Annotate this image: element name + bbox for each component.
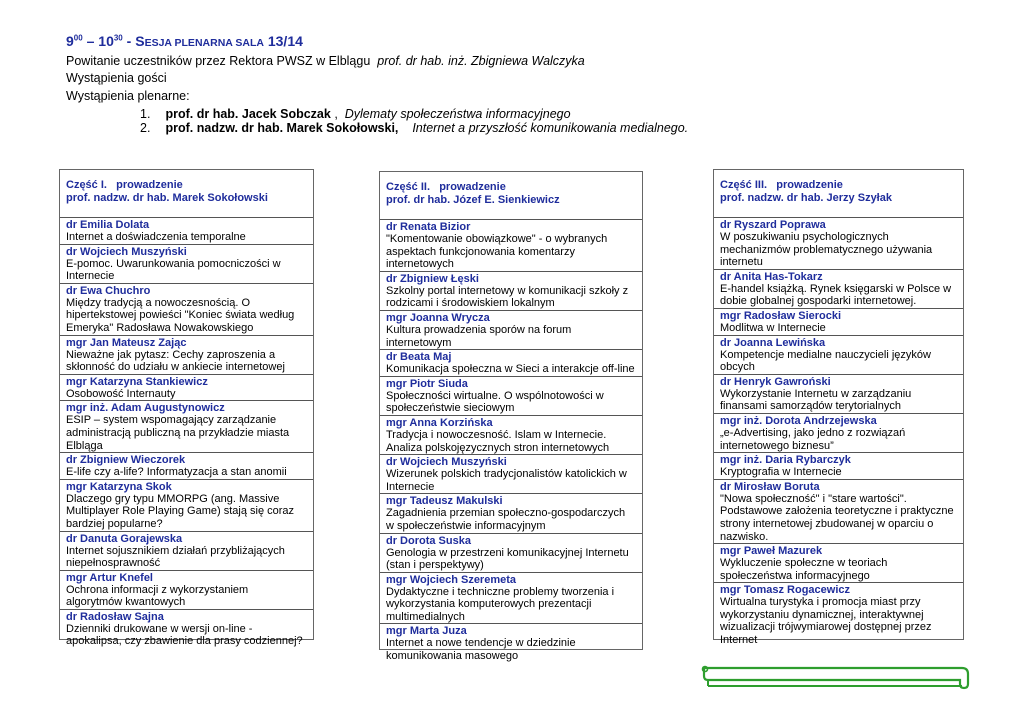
talk-title: Kryptografia w Internecie xyxy=(720,466,842,479)
program-entry xyxy=(714,452,963,479)
speaker-name: mgr Katarzyna Skok xyxy=(66,480,172,493)
talk-title: Wykorzystanie Internetu w zarządzaniu finansami samorządów terytorialnych xyxy=(720,387,912,413)
speaker-name: dr Danuta Gorajewska xyxy=(66,532,183,545)
part-column xyxy=(379,171,643,663)
speaker-name: mgr Tadeusz Makulski xyxy=(386,495,503,508)
program-entry xyxy=(380,271,642,310)
speaker-name: mgr Radosław Sierocki xyxy=(720,309,842,322)
speaker-name: dr Joanna Lewińska xyxy=(720,336,826,349)
program-entry xyxy=(714,308,963,335)
program-entry xyxy=(380,533,642,572)
talk-title: Modlitwa w Internecie xyxy=(720,321,826,334)
speaker-name: dr Zbigniew Łęski xyxy=(386,272,479,285)
speaker-name: mgr Joanna Wrycza xyxy=(386,311,490,324)
plenary-heading: Wystąpienia plenarne: xyxy=(66,89,190,103)
speaker-name: mgr Jan Mateusz Zając xyxy=(66,336,187,349)
talk-title: Społeczności wirtualne. O wspólnotowości w społeczeństwie sieciowym xyxy=(386,389,604,415)
talk-title: "Komentowanie obowiązkowe" - o wybranych aspektach funkcjonowania komentarzy internetowych xyxy=(386,233,608,271)
part-header: Część III. prowadzenie prof. nadzw. dr hab. Jerzy Szyłak xyxy=(720,179,892,204)
speaker-name: mgr inż. Daria Rybarczyk xyxy=(720,454,851,467)
speaker-name: dr Ryszard Poprawa xyxy=(720,219,826,231)
part-column xyxy=(59,169,314,648)
program-entry xyxy=(714,582,963,646)
speaker-name: mgr Tomasz Rogacewicz xyxy=(720,584,850,597)
speaker-name: mgr Marta Juza xyxy=(386,625,467,638)
program-entry xyxy=(60,479,313,531)
talk-title: Zagadnienia przemian społeczno-gospodarczych w społeczeństwie informacyjnym xyxy=(386,507,626,532)
speaker-name: dr Beata Maj xyxy=(386,351,452,364)
program-entry xyxy=(714,269,963,308)
speaker-name: dr Radosław Sajna xyxy=(66,610,164,623)
program-entry xyxy=(380,376,642,415)
plenary-talk: 1. prof. dr hab. Jacek Sobczak , Dylematy społeczeństwa informacyjnego xyxy=(140,107,571,121)
speaker-name: dr Henryk Gawroński xyxy=(720,375,831,388)
talk-title: Komunikacja społeczna w Sieci a interakcje off-line xyxy=(386,363,635,376)
speaker-name: mgr Wojciech Szeremeta xyxy=(386,573,517,586)
program-entry xyxy=(60,217,313,244)
speaker-name: dr Ewa Chuchro xyxy=(66,284,151,297)
program-entry xyxy=(60,283,313,335)
talk-title: Genologia w przestrzeni komunikacyjnej Internetu (stan i perspektywy) xyxy=(386,546,629,572)
program-entry xyxy=(380,219,642,271)
talk-title: Wirtualna turystyka i promocja miast przy wykorzystaniu dynamicznej, interaktywnej wizualizacji trójwymiarowej dostępnej przez Internet xyxy=(720,596,932,647)
speaker-name: mgr Katarzyna Stankiewicz xyxy=(66,375,208,388)
talk-title: Tradycja i nowoczesność. Islam w Internecie. Analiza polskojęzycznych stron internetowych xyxy=(386,428,610,454)
speaker-name: mgr Artur Knefel xyxy=(66,571,153,584)
talk-title: Internet a nowe tendencje w dziedzinie komunikowania masowego xyxy=(386,637,576,663)
program-entry xyxy=(714,335,963,374)
program-entry xyxy=(60,570,313,609)
talk-title: Wykluczenie społeczne w teoriach społeczeństwa informacyjnego xyxy=(720,557,888,582)
speaker-name: dr Zbigniew Wieczorek xyxy=(66,454,186,467)
part-header: Część I. prowadzenie prof. nadzw. dr hab. Marek Sokołowski xyxy=(66,179,268,204)
speaker-name: dr Wojciech Muszyński xyxy=(386,456,507,469)
talk-title: E-pomoc. Uwarunkowania pomocniczości w Internecie xyxy=(66,257,281,283)
program-entry xyxy=(380,454,642,493)
part-column xyxy=(713,169,964,647)
talk-title: Między tradycją a nowoczesnością. O hipertekstowej powieści "Koniec świata według Emeryka" Radosława Nowakowskiego xyxy=(66,296,295,334)
program-entry xyxy=(60,452,313,479)
program-entry xyxy=(60,400,313,452)
entry-list xyxy=(714,217,963,647)
talk-title: Internet sojusznikiem działań przybliżających niepełnosprawność xyxy=(66,544,285,570)
program-entry xyxy=(380,623,642,662)
speaker-name: mgr inż. Dorota Andrzejewska xyxy=(720,414,877,427)
entry-list xyxy=(60,217,313,648)
talk-title: Dydaktyczne i techniczne problemy tworzenia i wykorzystania komputerowych prezentacji multimedialnych xyxy=(386,585,615,623)
talk-title: Kompetencje medialne nauczycieli języków obcych xyxy=(720,348,931,374)
talk-title: Internet a doświadczenia temporalne xyxy=(66,231,246,243)
talk-title: Szkolny portal internetowy w komunikacji szkoły z rodzicami i środowiskiem lokalnym xyxy=(386,284,629,310)
speaker-name: dr Emilia Dolata xyxy=(66,219,150,231)
talk-title: Nieważne jak pytasz: Cechy zaproszenia a skłonność do udziału w ankiecie internetowej xyxy=(66,348,285,374)
part-header: Część II. prowadzenie prof. dr hab. Józef E. Sienkiewicz xyxy=(386,181,560,206)
program-entry xyxy=(380,310,642,349)
program-entry xyxy=(714,479,963,543)
guests-line: Wystąpienia gości xyxy=(66,71,167,85)
speaker-name: mgr Paweł Mazurek xyxy=(720,545,823,558)
program-entry xyxy=(714,374,963,413)
talk-title: Dlaczego gry typu MMORPG (ang. Massive Multiplayer Role Playing Game) stają się coraz bardziej popularne? xyxy=(66,492,295,530)
program-entry xyxy=(60,335,313,374)
talk-title: "Nowa społeczność" i "stare wartości". Podstawowe założenia teoretyczne i praktyczne strony internetowej zbudowanej w oparciu o nazwisko. xyxy=(720,492,954,543)
talk-title: ESIP – system wspomagający zarządzanie administracją publiczną na przykładzie miasta Elbląga xyxy=(66,414,290,452)
speaker-name: dr Renata Bizior xyxy=(386,221,471,233)
session-title: $9^{00} - 10^{30}$ - SESJA PLENARNA SALA 13/14 xyxy=(66,33,303,49)
program-entry xyxy=(714,543,963,582)
scroll-decoration xyxy=(700,664,972,690)
talk-title: Wizerunek polskich tradycjonalistów katolickich w Internecie xyxy=(386,468,627,493)
speaker-name: dr Mirosław Boruta xyxy=(720,480,820,493)
speaker-name: mgr Anna Korzińska xyxy=(386,416,493,429)
talk-title: E-handel książką. Rynek księgarski w Polsce w dobie globalnej gospodarki internetowej. xyxy=(720,282,952,308)
plenary-talk: 2. prof. nadzw. dr hab. Marek Sokołowski, Internet a przyszłość komunikowania medialnego. xyxy=(140,121,689,135)
talk-title: Kultura prowadzenia sporów na forum internetowym xyxy=(386,323,572,349)
program-entry xyxy=(380,349,642,376)
program-entry xyxy=(380,493,642,532)
welcome-line: Powitanie uczestników przez Rektora PWSZ w Elblągu prof. dr hab. inż. Zbigniewa Walczyka xyxy=(66,54,585,68)
program-entry xyxy=(380,415,642,454)
speaker-name: mgr inż. Adam Augustynowicz xyxy=(66,402,225,415)
speaker-name: dr Anita Has-Tokarz xyxy=(720,270,823,283)
talk-title: Dzienniki drukowane w wersji on-line - apokalipsa, czy zbawienie dla prasy codziennej? xyxy=(66,622,303,648)
talk-title: Osobowość Internauty xyxy=(66,387,176,400)
program-entry xyxy=(60,244,313,283)
entry-list xyxy=(380,219,642,663)
program-entry xyxy=(714,217,963,269)
talk-title: E-life czy a-life? Informatyzacja a stan anomii xyxy=(66,466,287,479)
talk-title: „e-Advertising, jako jedno z rozwiązań internetowego biznesu” xyxy=(720,426,906,452)
program-entry xyxy=(380,572,642,624)
program-entry xyxy=(60,609,313,648)
speaker-name: dr Dorota Suska xyxy=(386,534,471,547)
talk-title: Ochrona informacji z wykorzystaniem algorytmów kwantowych xyxy=(66,583,249,609)
program-entry xyxy=(60,531,313,570)
program-entry xyxy=(714,413,963,452)
talk-title: W poszukiwaniu psychologicznych mechanizmów problematycznego używania internetu xyxy=(720,231,933,269)
speaker-name: mgr Piotr Siuda xyxy=(386,377,468,390)
speaker-name: dr Wojciech Muszyński xyxy=(66,245,187,258)
program-entry xyxy=(60,374,313,401)
